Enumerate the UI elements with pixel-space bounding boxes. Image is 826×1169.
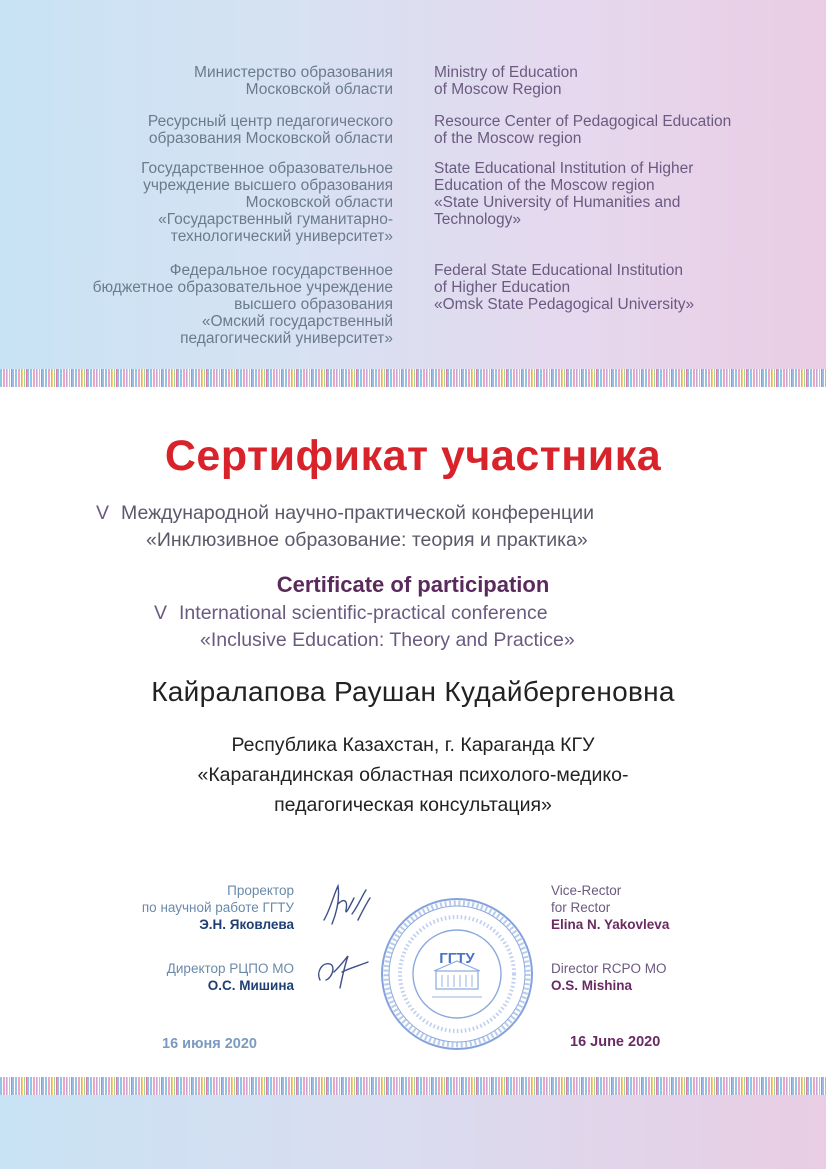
issue-date-en: 16 June 2020	[570, 1034, 661, 1050]
org-ru-state-university: Государственное образовательное учреждение высшего образования Московской области «Государственный гуманитарно- технологический университет»	[141, 160, 393, 245]
signatory-name: О.С. Мишина	[207, 978, 294, 993]
signatory-en-vice-rector	[551, 882, 669, 933]
org-en-ministry: Ministry of Education of Moscow Region	[434, 64, 578, 98]
signature-mishina-icon	[312, 950, 374, 994]
affiliation-line: «Карагандинская областная психолого-медико-	[197, 764, 629, 786]
certificate-title-en: Certificate of participation	[276, 572, 550, 597]
signatory-role: Vice-Rector	[551, 883, 622, 898]
conference-subtitle-ru	[96, 500, 736, 554]
signatory-role: Проректор	[227, 883, 294, 898]
org-en-resource-center: Resource Center of Pedagogical Education of the Moscow region	[434, 113, 732, 147]
conference-theme-en: «Inclusive Education: Theory and Practice»	[200, 629, 575, 651]
decorative-stripe-top	[0, 369, 826, 387]
official-seal-icon	[378, 895, 536, 1053]
signatory-role: по научной работе ГГТУ	[141, 900, 294, 915]
footer-background	[0, 1095, 826, 1169]
issue-date-ru: 16 июня 2020	[162, 1036, 257, 1052]
org-ru-resource-center: Ресурсный центр педагогического образования Московской области	[147, 113, 393, 147]
participant-name: Кайралапова Раушан Кудайбергеновна	[151, 676, 675, 707]
certificate-title-ru: Сертификат участника	[164, 432, 662, 480]
signatory-role: Director RCPO MO	[551, 961, 667, 976]
org-ru-omsk-university: Федеральное государственное бюджетное образовательное учреждение высшего образования «Омский государственный педагогический университет»	[92, 262, 393, 347]
signature-yakovleva-icon	[318, 880, 374, 930]
signatory-name: O.S. Mishina	[551, 978, 633, 993]
affiliation-line: педагогическая консультация»	[274, 794, 552, 816]
decorative-stripe-bottom	[0, 1077, 826, 1095]
signatory-name: Elina N. Yakovleva	[551, 917, 670, 932]
affiliation-line: Республика Казахстан, г. Караганда КГУ	[231, 734, 595, 756]
signatory-ru-vice-rector	[142, 882, 294, 933]
signatory-role: Директор РЦПО МО	[166, 961, 294, 976]
conference-number-ru: V	[96, 502, 110, 524]
conference-subtitle-en	[154, 600, 714, 654]
org-en-state-university: State Educational Institution of Higher Education of the Moscow region «State University of Humanities and Technology»	[434, 160, 694, 228]
org-ru-ministry: Министерство образования Московской области	[194, 64, 393, 98]
conference-theme-ru: «Инклюзивное образование: теория и практика»	[146, 529, 588, 551]
signatory-role: for Rector	[551, 900, 611, 915]
conference-name-ru: Международной научно-практической конференции	[121, 502, 595, 524]
signatory-name: Э.Н. Яковлева	[199, 917, 294, 932]
org-en-omsk-university: Federal State Educational Institution of Higher Education «Omsk State Pedagogical University»	[434, 262, 695, 313]
signatory-ru-director	[167, 960, 294, 994]
signatory-en-director	[551, 960, 667, 994]
conference-name-en: International scientific-practical conference	[179, 602, 548, 624]
participant-affiliation	[100, 730, 726, 820]
conference-number-en: V	[154, 602, 168, 624]
seal-text: ГГТУ	[439, 950, 475, 967]
